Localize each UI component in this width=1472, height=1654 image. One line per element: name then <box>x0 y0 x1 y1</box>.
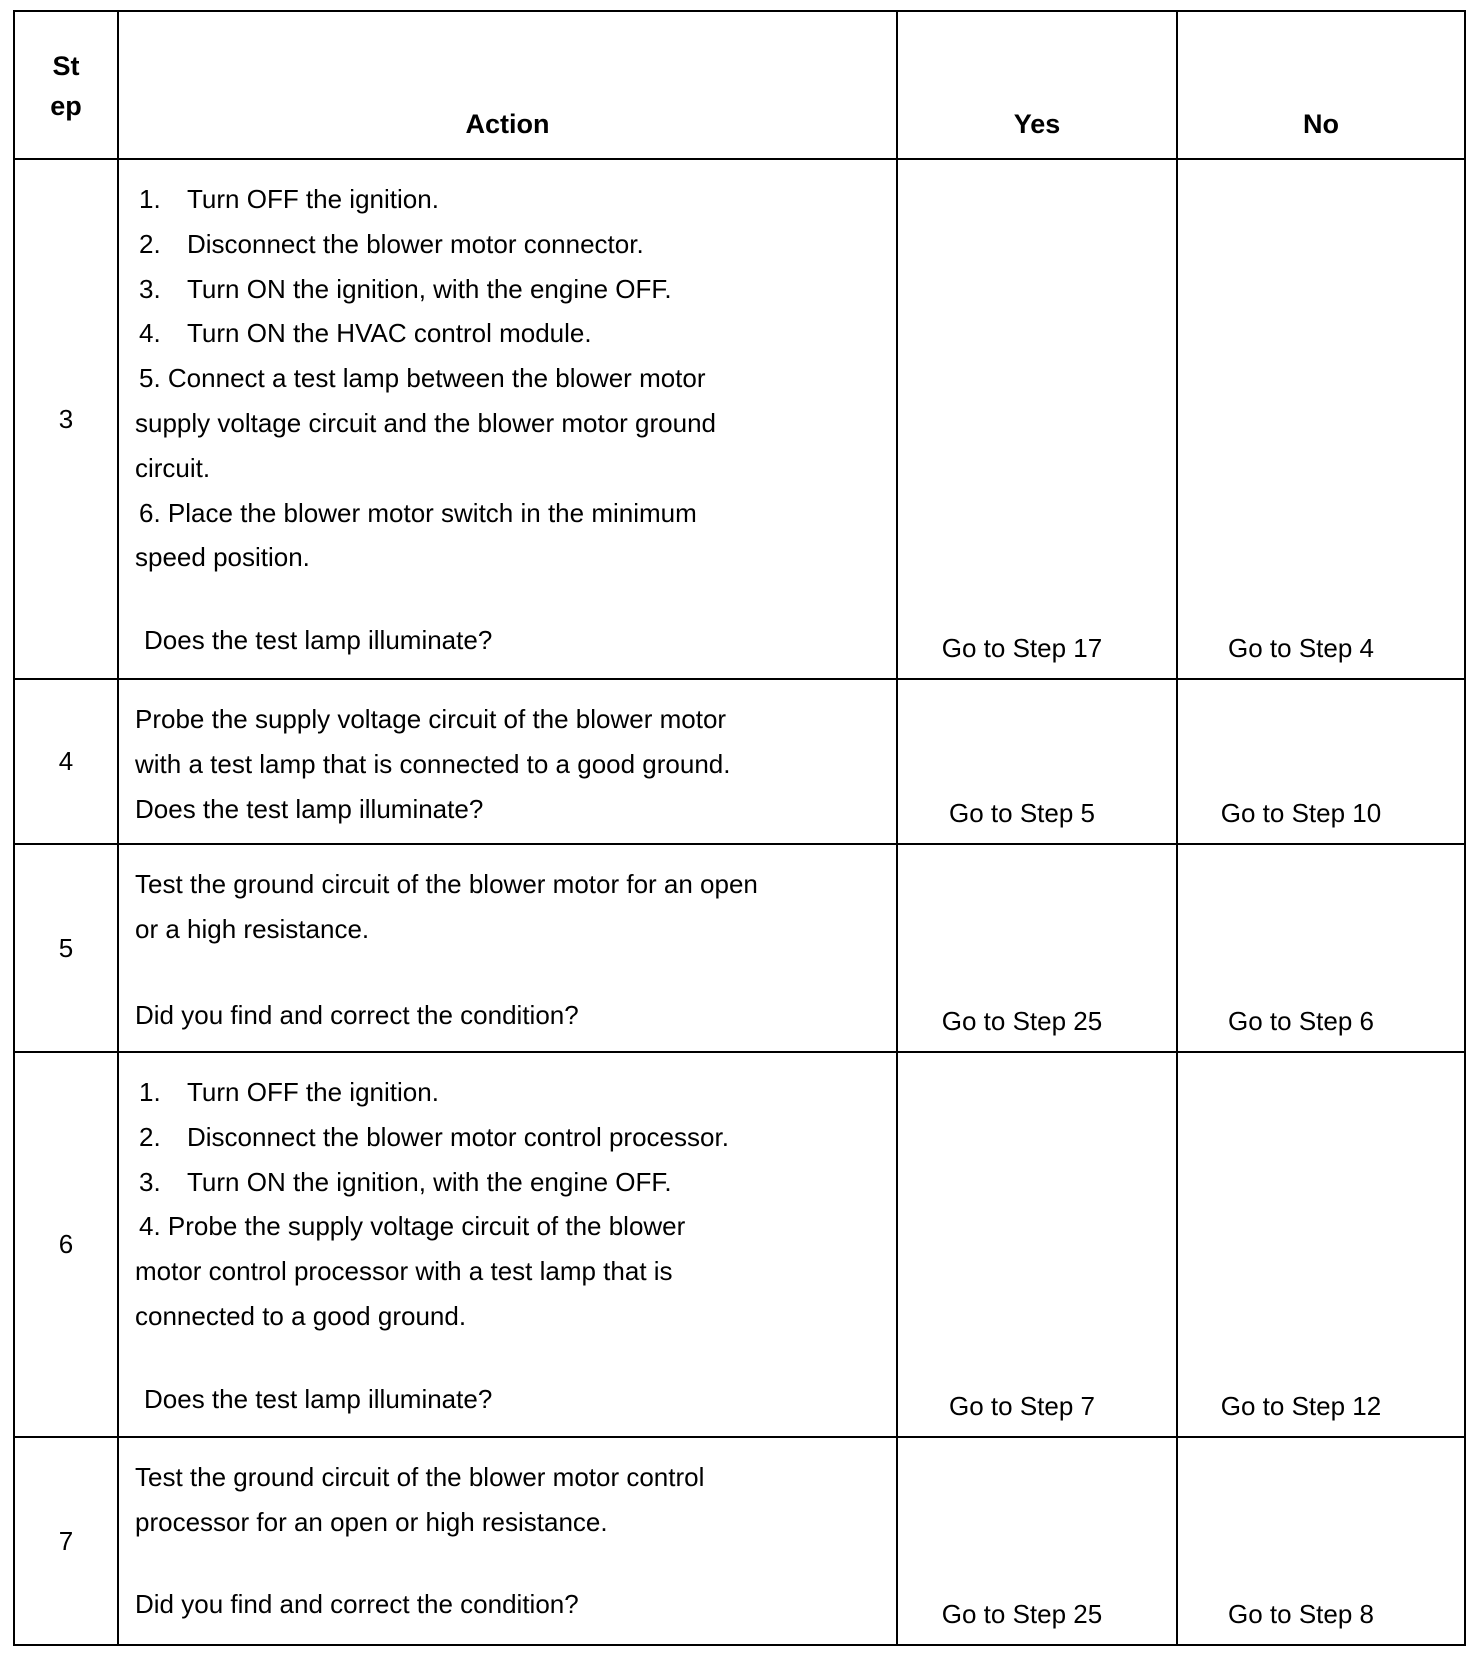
no-result: Go to Step 6 <box>1177 844 1465 1052</box>
action-item <box>135 267 884 312</box>
step-header-line2: ep <box>50 91 82 121</box>
item-number: 2. <box>139 228 161 259</box>
step-number: 3 <box>14 159 118 679</box>
action-text-line: Test the ground circuit of the blower motor for an open <box>135 869 758 899</box>
action-question: Does the test lamp illuminate? <box>144 625 493 656</box>
no-column-header: No <box>1177 11 1465 159</box>
item-text: Turn ON the ignition, with the engine OFF. <box>187 273 672 304</box>
table-row-step-5 <box>14 844 1465 1052</box>
no-result: Go to Step 4 <box>1177 159 1465 679</box>
table-row-step-7 <box>14 1437 1465 1645</box>
action-item-4-continued: motor control processor with a test lamp that is <box>135 1256 673 1287</box>
action-cell <box>118 844 897 1052</box>
yes-result: Go to Step 7 <box>897 1052 1177 1437</box>
step-column-header <box>14 11 118 159</box>
action-item <box>135 1115 884 1160</box>
action-item <box>135 1070 884 1115</box>
action-text-line: Probe the supply voltage circuit of the blower motor <box>135 704 727 734</box>
action-item <box>135 222 884 267</box>
action-cell <box>118 159 897 679</box>
no-result: Go to Step 8 <box>1177 1437 1465 1645</box>
step-number: 6 <box>14 1052 118 1437</box>
diagnostic-table <box>13 10 1466 1646</box>
no-result: Go to Step 10 <box>1177 679 1465 844</box>
action-item-6-continued: speed position. <box>135 542 310 573</box>
item-number: 1. <box>139 1077 161 1107</box>
item-text: Disconnect the blower motor control processor. <box>187 1121 729 1152</box>
step-number: 5 <box>14 844 118 1052</box>
yes-result: Go to Step 5 <box>897 679 1177 844</box>
item-text: Turn ON the HVAC control module. <box>187 318 592 349</box>
item-number: 4. <box>139 318 161 349</box>
item-number: 3. <box>139 273 161 304</box>
item-text: Disconnect the blower motor connector. <box>187 228 644 259</box>
item-number: 2. <box>139 1121 161 1152</box>
header-row <box>14 11 1465 159</box>
action-item-4: 4. Probe the supply voltage circuit of the blower <box>139 1211 686 1242</box>
action-cell <box>118 1052 897 1437</box>
action-item-5: 5. Connect a test lamp between the blower motor <box>139 363 706 394</box>
item-text: Turn OFF the ignition. <box>187 1077 439 1107</box>
action-question: Did you find and correct the condition? <box>135 1588 579 1619</box>
action-text-line: or a high resistance. <box>135 913 370 944</box>
step-header-line1: St <box>52 51 80 81</box>
action-item <box>135 177 884 222</box>
item-number: 3. <box>139 1166 161 1197</box>
action-column-header: Action <box>118 11 897 159</box>
action-item <box>135 1160 884 1205</box>
table-row-step-3 <box>14 159 1465 679</box>
no-result: Go to Step 12 <box>1177 1052 1465 1437</box>
yes-column-header: Yes <box>897 11 1177 159</box>
action-question: Did you find and correct the condition? <box>135 999 579 1030</box>
item-number: 1. <box>139 184 161 214</box>
yes-result: Go to Step 25 <box>897 1437 1177 1645</box>
yes-result: Go to Step 17 <box>897 159 1177 679</box>
action-item <box>135 311 884 356</box>
item-text: Turn OFF the ignition. <box>187 184 439 214</box>
action-question: Does the test lamp illuminate? <box>144 1383 493 1414</box>
action-question: Does the test lamp illuminate? <box>135 793 484 824</box>
action-text-line: with a test lamp that is connected to a good ground. <box>135 748 731 779</box>
action-item-5-continued: supply voltage circuit and the blower motor ground <box>135 407 716 438</box>
action-item-5-continued: circuit. <box>135 452 211 483</box>
table-row-step-4 <box>14 679 1465 844</box>
item-text: Turn ON the ignition, with the engine OFF. <box>187 1166 672 1197</box>
step-number: 4 <box>14 679 118 844</box>
action-cell <box>118 679 897 844</box>
action-item-6: 6. Place the blower motor switch in the minimum <box>139 497 697 528</box>
action-text-line: Test the ground circuit of the blower motor control <box>135 1462 705 1492</box>
action-cell <box>118 1437 897 1645</box>
table-row-step-6 <box>14 1052 1465 1437</box>
yes-result: Go to Step 25 <box>897 844 1177 1052</box>
step-number: 7 <box>14 1437 118 1645</box>
action-text-line: processor for an open or high resistance. <box>135 1506 608 1537</box>
action-item-4-continued: connected to a good ground. <box>135 1300 467 1331</box>
